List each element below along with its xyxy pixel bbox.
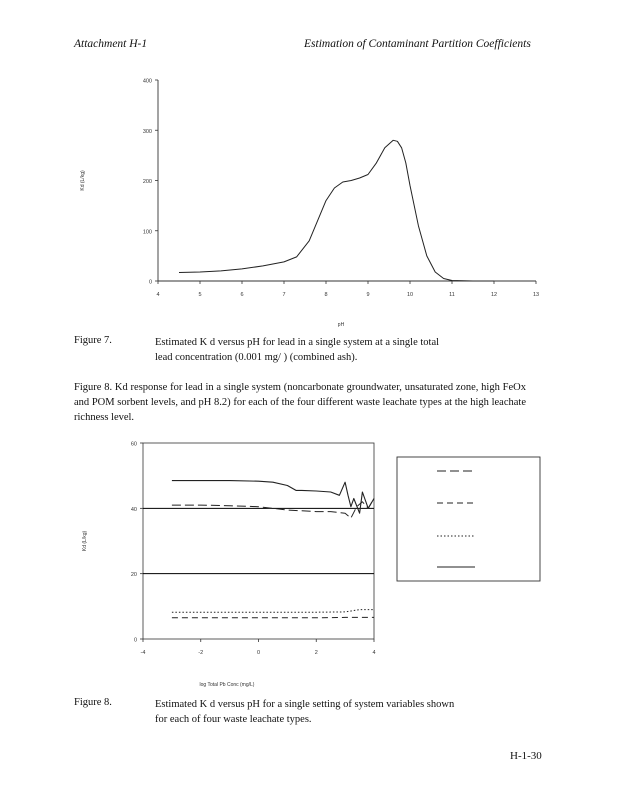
page-header-left: Attachment H-1 [74,38,148,50]
y-tick-label: 40 [130,506,137,513]
series-line-2 [172,499,374,519]
plot-frame [143,443,374,639]
x-tick-label: 4 [156,292,160,298]
series-line-3 [172,610,374,613]
page-number: H-1-30 [510,750,542,762]
x-tick-label: 10 [406,292,414,298]
figure-7-caption-line-1: Estimated K d versus pH for lead in a single system at a single total [155,337,440,348]
series-line-1 [172,481,374,514]
x-tick-label: 9 [366,292,370,298]
x-tick-label: 0 [256,650,261,656]
series-line-1 [179,140,494,281]
x-tick-label: 4 [372,650,376,656]
x-axis-label: pH [337,322,345,328]
figure-7-caption-label: Figure 7. [74,335,112,346]
legend-box [397,457,540,581]
x-tick-label: 13 [532,292,540,298]
figure-7-caption-line-2: lead concentration (0.001 mg/ ) (combined ash). [155,352,358,363]
page-header-right: Estimation of Contaminant Partition Coefficients [304,38,531,50]
y-tick-label: 100 [142,229,152,236]
figure-8-caption-line-2: for each of four waste leachate types. [155,714,312,725]
y-axis-label: Kd (L/kg) [80,170,86,191]
figure-8-description-paragraph: Figure 8. Kd response for lead in a single system (noncarbonate groundwater, unsaturated zone, high FeOx and POM sorbent levels, and pH 8.2) for each of the four different waste leachate types at the high leachate richness level. [74,382,526,423]
y-tick-label: 60 [130,441,137,448]
x-axis-label: log Total Pb Conc (mg/L) [199,682,255,688]
x-tick-label: 7 [282,292,286,298]
x-tick-label: 5 [198,292,202,298]
y-tick-label: 0 [133,637,137,644]
x-tick-label: 12 [490,292,498,298]
y-axis-label: Kd (L/kg) [82,530,88,552]
figure-8-caption-line-1: Estimated K d versus pH for a single setting of system variables shown [155,699,455,710]
y-tick-label: 20 [130,572,137,579]
y-tick-label: 0 [148,279,152,286]
y-tick-label: 200 [142,179,152,185]
x-tick-label: 11 [449,292,455,298]
x-tick-label: -4 [140,650,146,656]
x-tick-label: 2 [314,650,318,656]
figure-8-caption-label: Figure 8. [74,697,112,708]
x-tick-label: 6 [240,292,244,298]
y-tick-label: 400 [142,78,152,85]
y-tick-label: 300 [142,128,152,135]
x-tick-label: -2 [198,650,204,656]
x-tick-label: 8 [324,292,328,298]
